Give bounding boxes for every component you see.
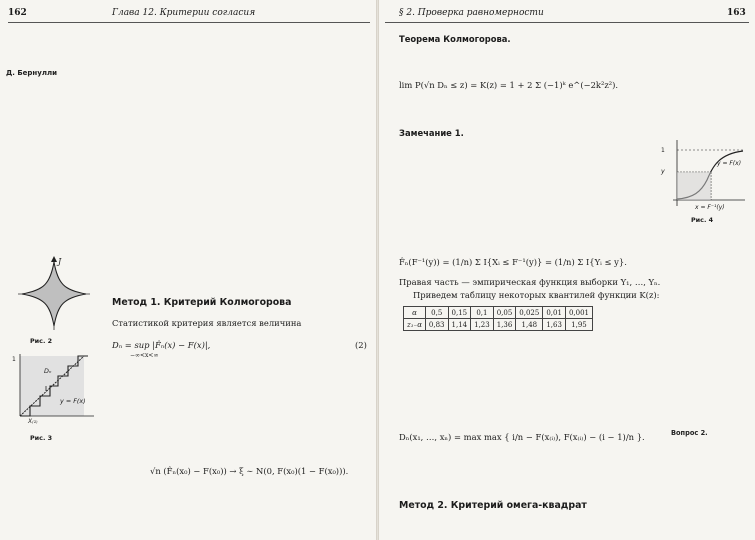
figure-3-plot — [8, 352, 98, 424]
formula-inverse: F̂ₙ(F⁻¹(y)) = (1/n) Σ I{Xᵢ ≤ F⁻¹(y)} = (1/n) Σ I{Yᵢ ≤ y}. — [399, 257, 627, 267]
table-row — [404, 307, 593, 319]
figure-4-plot — [667, 136, 747, 212]
table-cell: 0,5 — [425, 307, 448, 319]
formula-kolmogorov: lim P(√n Dₙ ≤ z) = K(z) = 1 + 2 Σ (−1)ᵏ e^(−2k²z²). — [399, 80, 619, 90]
right-page-number: 163 — [727, 8, 746, 18]
figure-3-label-fx: y = F(x) — [60, 397, 86, 405]
table-cell: 0,01 — [543, 307, 566, 319]
left-page — [0, 0, 376, 540]
table-row — [404, 319, 593, 331]
statistic-intro: Статистикой критерия является величина — [112, 318, 302, 328]
left-page-number: 162 — [8, 8, 27, 18]
figure-4-label-finv: x = F⁻¹(y) — [695, 204, 725, 211]
left-running-head: Глава 12. Критерии согласия — [112, 8, 256, 18]
figure-3-label-dn: Dₙ — [44, 367, 52, 375]
sidenote-name: Д. Бернулли — [6, 69, 57, 77]
question-title: Вопрос 2. — [671, 429, 708, 437]
theorem-title: Теорема Колмогорова. — [399, 34, 511, 44]
method2-heading: Метод 2. Критерий омега-квадрат — [399, 500, 587, 511]
right-header-rule — [385, 22, 749, 23]
remark-title: Замечание 1. — [399, 128, 464, 138]
figure-4-label-one: 1 — [661, 147, 665, 154]
table-cell: 1,36 — [493, 319, 516, 331]
equation-number-2: (2) — [355, 340, 367, 350]
formula-dn: Dₙ = sup |F̂ₙ(x) − F(x)|, — [112, 340, 211, 350]
figure-3-label-x1: X₍₁₎ — [28, 418, 38, 425]
table-cell: 1,48 — [516, 319, 543, 331]
table-cell: 1,14 — [448, 319, 471, 331]
formula-clt: √n (F̂ₙ(x₀) − F(x₀)) → ξ ∼ N(0, F(x₀)(1 − F(x₀))). — [150, 466, 349, 476]
table-cell: 0,001 — [565, 307, 592, 319]
svg-text:J: J — [58, 257, 62, 266]
method1-heading: Метод 1. Критерий Колмогорова — [112, 297, 292, 308]
figure-2-caption: Рис. 2 — [30, 337, 53, 345]
table-cell: 1,95 — [565, 319, 592, 331]
table-cell: 0,05 — [493, 307, 516, 319]
table-cell: 0,83 — [425, 319, 448, 331]
figure-4-label-fx: y = F(x) — [717, 160, 742, 167]
left-header-rule — [8, 22, 370, 23]
table-cell: 1,23 — [471, 319, 494, 331]
table-intro: Приведем таблицу некоторых квантилей функции K(z): — [413, 290, 660, 300]
table-row-head-alpha: α — [404, 307, 426, 319]
figure-4-label-y: y — [661, 167, 665, 175]
paragraph-empirical-y: Правая часть — эмпирическая функция выборки Y₁, …, Yₙ. — [399, 277, 661, 287]
figure-2-shape — [14, 254, 94, 334]
figure-4-caption: Рис. 4 — [691, 216, 714, 224]
figure-3-caption: Рис. 3 — [30, 434, 53, 442]
formula-dn-sub: −∞<x<∞ — [130, 352, 159, 359]
table-cell: 0,1 — [471, 307, 494, 319]
figure-3-label-one: 1 — [12, 356, 16, 363]
quantile-table — [403, 306, 593, 331]
table-cell: 0,025 — [516, 307, 543, 319]
right-page — [379, 0, 755, 540]
table-cell: 0,15 — [448, 307, 471, 319]
right-running-head: § 2. Проверка равномерности — [399, 8, 544, 18]
formula-simple: Dₙ(x₁, …, xₙ) = max max { i/n − F(x₍ᵢ₎), F(x₍ᵢ₎) − (i − 1)/n }. — [399, 432, 645, 442]
table-row-head-z: z₁₋α — [404, 319, 426, 331]
table-cell: 1,63 — [543, 319, 566, 331]
